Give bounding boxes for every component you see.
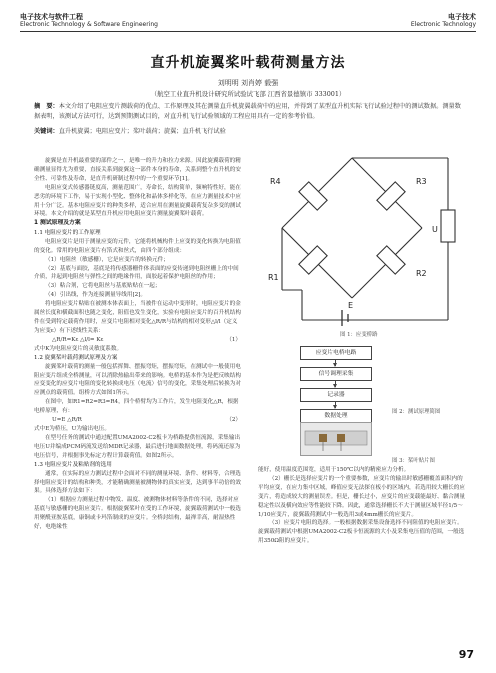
paper-authors: 刘明明 刘肖婷 毅强: [217, 79, 279, 87]
label-r1: R1: [268, 273, 279, 282]
header-rule: [20, 31, 476, 32]
abstract-label: 摘 要：: [34, 103, 59, 110]
resistor-r1: [299, 246, 327, 274]
keywords-label: 关键词：: [34, 128, 59, 135]
list-item: （2）基底与面胶，基底是将传感器栅件体表面的应变传递到电阻丝栅上的中间介质，并起到电阻丝与弹性之间的绝缘作用，面胶起着保护电阻丝的作用；: [34, 265, 239, 281]
abstract: [34, 102, 462, 122]
journal-title-en: Electronic Technology & Software Engineering: [20, 21, 158, 28]
paragraph: 在型号任务的测试中通过配置UMA2002-C2板卡为桥路提供恒流源，采集输出电压U并编成PCM码流发送给MDR记录器，最后进行地面数据处理，将码流还原为电压信号，并根据事先标定方程计算载荷值。如图2所示。: [34, 434, 241, 459]
flow-box-recorder: 记录器: [300, 388, 372, 402]
paragraph: 式中K为电阻应变片的灵敏度系数。: [34, 345, 123, 352]
figure-2-caption: 图 2：测试原理简图: [392, 409, 441, 415]
paper-title: 直升机旋翼桨叶载荷测量方法: [150, 55, 346, 71]
page-number: 97: [458, 648, 474, 661]
voltmeter-u: [441, 210, 455, 242]
list-item: （4）引出线，作为连接测量导线用[2]。: [45, 292, 146, 299]
subsection-heading: 1.1 电阻应变片的工作原理: [34, 229, 101, 236]
bridge-circuit-diagram: [262, 150, 462, 328]
paragraph: 旋翼桨叶载荷的测量一般包括挥舞、摆振弯矩，摆振弯矩，在测试中一般使用电阻应变片组成全桥测量，可以消除热输出带来的影响。电桥的基本作为是把反映结构应变变化的应变片电阻的变化转换成电压（电流）信号的变化，采集处理后转换为对应测点的载荷值。组桥方式如图1所示。: [34, 363, 241, 397]
equation-number: （1）: [226, 336, 241, 343]
flow-box-bridge: 应变片电桥电路: [300, 346, 372, 360]
resistor-r3: [377, 182, 405, 210]
resistor-r4: [299, 182, 327, 210]
flow-box-processing: 数据处理: [300, 409, 372, 423]
paragraph: 通常，在实际的应力测试过程中会面对不同的测量环境、条件、材料等，合理选择电阻应变计的结构和种类，才能精确测量被测物体的真实应变，达到事半功倍的效果。具体选择方法如下：: [34, 470, 241, 495]
journal-title-cn: 电子技术与软件工程: [20, 13, 83, 21]
paragraph: 式中E为桥压，U为输出电压。: [34, 425, 110, 432]
label-r3: R3: [416, 177, 427, 186]
left-column: [34, 157, 241, 532]
right-column: [258, 466, 466, 546]
flow-box-conditioning: 信号调理采集: [300, 367, 372, 381]
paper-affiliation: （航空工业直升机设计研究所试验试飞部 江西省景德镇市 333001）: [150, 90, 346, 98]
keywords: [34, 126, 462, 135]
equation-number: （2）: [226, 417, 241, 424]
paragraph: 能好，使用温度范围宽，适用于150℃以内的精密应力分析。: [258, 467, 410, 473]
abstract-text: 本文介绍了电阻应变片测载荷的优点、工作原理及其在测量直升机旋翼载荷中的应用，并得到了某型直升机实际飞行试验过程中的测试数据。测量数据表明，该测试方法可行，达到预期测试目的，对直升机飞行试验领域的工程应用具有一定的参考价值。: [34, 103, 461, 120]
section-heading: 1 测试原理及方案: [34, 220, 81, 227]
keywords-text: 直升机旋翼；电阻应变片；桨叶载荷；旋翼；直升机飞行试验: [58, 128, 226, 135]
section-title-en: Electronic Technology: [410, 21, 476, 28]
paragraph: 旋翼是直升机最重要的部件之一，是唯一的升力和拉力来源。因此旋翼载荷的精确测量显得尤为重要，直接关系到旋翼这一部件本身的寿命，关系到整个直升机的安全性、可靠性及寿命，是直升机研制过程中的一个重要环节[1]。: [34, 158, 241, 182]
figure-2-flow: [300, 346, 376, 424]
paragraph: 将电阻应变片粘贴在被测本体表面上，当被件在运动中变形时，电阻应变片的金属丝长度和横截面积也随之变化，阻值也发生变化，实验有电阻应变片的百升机结构件在受到特定载荷作用时，应变片电阻相对变化△R/R与结构的相对变形△l/l（定义为应变ε）有下述线性关系：: [34, 301, 241, 334]
subsection-heading: 1.3 电阻应变片及粘贴剂的选用: [34, 461, 112, 468]
figure-1-bridge-circuit: [262, 150, 462, 328]
flow-arrow: [335, 402, 336, 408]
paragraph: （2）栅长是选择应变片的一个重要参数，应变片的输出时敏感栅覆盖面积内的平均应变，在应力集中区域，峰值应变无法探在板小的区域内，若选用较大栅长的应变片，将造成较大的测量误差。但是，栅长过小，应变片的应变载能最好、黏合测量稳定性以及横向效应等性能较下降。因此，通常选择栅长不大于测量区域半径1/5～1/10应变片，旋翼载荷测试中一般选用3或4mm栅长的应变片。: [258, 475, 465, 518]
label-r2: R2: [416, 269, 427, 278]
list-item: （3）粘合剂，它将电阻丝与基底贴贴在一起；: [45, 283, 161, 290]
equation-2: [34, 416, 241, 425]
paragraph: （1）根据应力测量过程中物发、温度、被测物体材料等条件的不同，选择对应基底与敏感栅的电阻应变片。根据旋翼桨叶在受的工作环境，旋翼载荷测试中一般选用聚酰亚胺基底，康铜或卡玛箔制成的应变片。全桥封结构，最禅幸高，耐湿热性好，电绝缘性: [34, 497, 241, 531]
figure-3-blade-photo: [300, 422, 372, 456]
paragraph: 电阻应变片是用于测量应变的元件，它能将机械构件上应变的变化转换为电阻值的变化。常用的电阻应变片有箔式和丝式，由四个部分组成：: [34, 238, 241, 254]
subsection-heading: 1.2 旋翼桨叶载荷测试原理及方案: [34, 354, 118, 361]
flow-arrow: [335, 360, 336, 366]
resistor-r2: [377, 246, 405, 274]
label-u: U: [432, 225, 438, 234]
section-title-cn: 电子技术: [448, 13, 476, 21]
equation-text: U=E △R/R: [52, 417, 82, 424]
figure-1-caption: 图 1：应变桥路: [340, 332, 378, 338]
paragraph: 在图中，如R1=R2=R3=R4，四个桥臂均为工作片，发生电阻变化△R，根据电桥原理，有：: [34, 399, 239, 415]
equation-text: △R/R=Kε △l/l= Kε: [52, 336, 104, 343]
equation-1: [34, 336, 241, 345]
figure-3-caption: 图 3：桨叶贴片图: [392, 458, 435, 464]
list-item: （1）电阻丝（敏感栅），它是应变片的转换元件；: [45, 256, 169, 263]
label-r4: R4: [270, 177, 281, 186]
label-e: E: [348, 301, 354, 310]
paragraph: （3）应变片电阻的选择。一般根据数据采集设备选择不同阻值的电阻应变片。旋翼载荷测试中根据UMA2002-C2板卡恒流源的大小及采集电压值的范围，一般选用350Ω阻的应变片。: [258, 520, 465, 545]
flow-arrow: [335, 381, 336, 387]
blade-strain-gauge-image: [301, 423, 371, 455]
paragraph: 电阻应变式传感器链度高，测量范围广，寿命长，结构简单，频响特性好，能在恶劣的环境下工作，易于实现小型化、整体化和晶体多样化等，在应力测量技术中应用十分广泛。基本电阻应变片的种类多样，适合应用在测量旋翼载荷复杂多变的测试环境。本文介绍的就是某型直升机应用电阻应变片测量旋翼桨叶载荷。: [34, 184, 241, 218]
